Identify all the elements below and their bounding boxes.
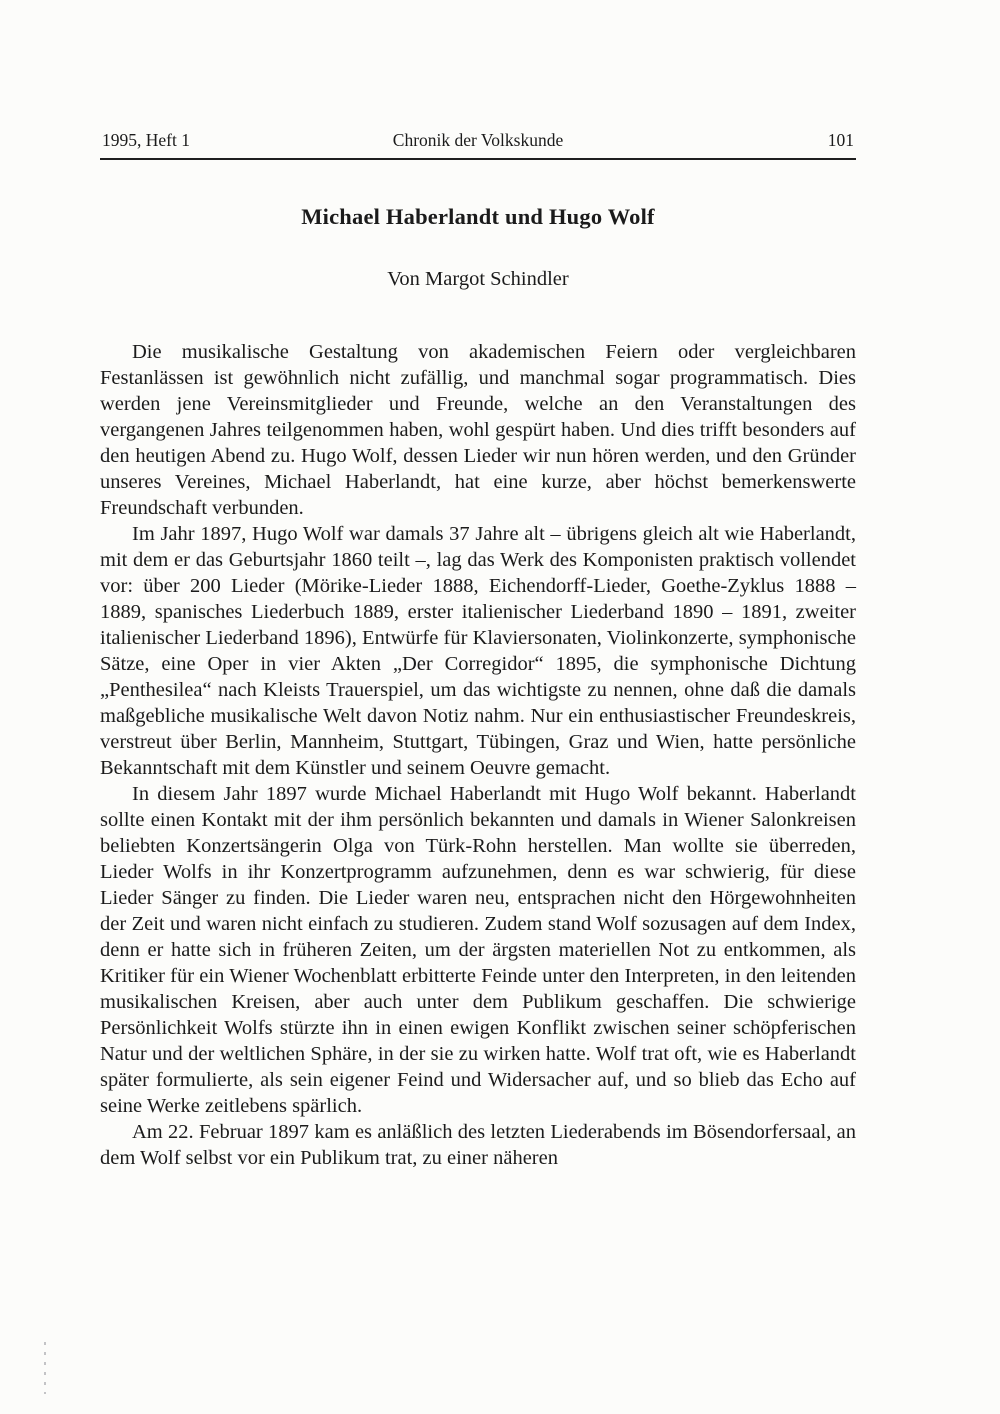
article-byline: Von Margot Schindler: [387, 268, 569, 290]
paragraph: In diesem Jahr 1897 wurde Michael Haberlandt mit Hugo Wolf bekannt. Haberlandt sollte einen Kontakt mit der ihm persönlich bekannten und damals in Wiener Salonkreisen beliebten Konzertsängerin Olga von Türk-Rohn herstellen. Man wollte sie überreden, Lieder Wolfs in ihr Konzertprogramm aufzunehmen, denn es war schwierig, für diese Lieder Sänger zu finden. Die Lieder waren neu, entsprachen nicht den Hörgewohnheiten der Zeit und waren nicht einfach zu studieren. Zudem stand Wolf sozusagen auf dem Index, denn er hatte sich in früheren Zeiten, um der ärgsten materiellen Not zu entkommen, als Kritiker für ein Wiener Wochenblatt erbitterte Feinde unter den Interpreten, in den leitenden musikalischen Kreisen, aber auch unter dem Publikum geschaffen. Die schwierige Persönlichkeit Wolfs stürzte ihn in einen ewigen Konflikt zwischen seiner schöpferischen Natur und der weltlichen Sphäre, in der sie zu wirken hatte. Wolf trat oft, wie es Haberlandt später formulierte, als sein eigener Feind und Widersacher auf, und so blieb das Echo auf seine Werke zeitlebens spärlich.: [100, 783, 856, 1117]
paragraph: Am 22. Februar 1897 kam es anläßlich des letzten Liederabends im Bösendorfersaal, an dem Wolf selbst vor ein Publikum trat, zu einer näheren: [100, 1121, 856, 1169]
paragraph: Die musikalische Gestaltung von akademischen Feiern oder vergleichbaren Festanlässen ist gewöhnlich nicht zufällig, und manchmal sogar programmatisch. Dies werden jene Vereinsmitglieder und Freunde, welche an den Veranstaltungen des vergangenen Jahres teilgenommen haben, wohl gespürt haben. Und dies trifft besonders auf den heutigen Abend zu. Hugo Wolf, dessen Lieder wir nun hören werden, und den Gründer unseres Vereines, Michael Haberlandt, hat eine kurze, aber höchst bemerkenswerte Freundschaft verbunden.: [100, 341, 856, 519]
header-rule: [100, 158, 856, 160]
scan-artifact-mark: [44, 1342, 46, 1394]
running-header: [100, 130, 856, 151]
article-title: Michael Haberlandt und Hugo Wolf: [301, 204, 655, 229]
header-page-number: 101: [827, 130, 854, 150]
header-journal-title: Chronik der Volkskunde: [392, 130, 564, 150]
page-content: [100, 130, 856, 1171]
header-issue-label: 1995, Heft 1: [102, 130, 190, 150]
paragraph: Im Jahr 1897, Hugo Wolf war damals 37 Jahre alt – übrigens gleich alt wie Haberlandt, mit dem er das Geburtsjahr 1860 teilt –, lag das Werk des Komponisten praktisch vollendet vor: über 200 Lieder (Mörike-Lieder 1888, Eichendorff-Lieder, Goethe-Zyklus 1888 – 1889, spanisches Liederbuch 1889, erster italienischer Liederband 1890 – 1891, zweiter italienischer Liederband 1896), Entwürfe für Klaviersonaten, Violinkonzerte, symphonische Sätze, eine Oper in vier Akten „Der Corregidor“ 1895, die symphonische Dichtung „Penthesilea“ nach Kleists Trauerspiel, um das wichtigste zu nennen, ohne daß die damals maßgebliche musikalische Welt davon Notiz nahm. Nur ein enthusiastischer Freundeskreis, verstreut über Berlin, Mannheim, Stuttgart, Tübingen, Graz und Wien, hatte persönliche Bekanntschaft mit dem Künstler und seinem Oeuvre gemacht.: [100, 523, 856, 779]
article-body: [100, 339, 856, 1171]
